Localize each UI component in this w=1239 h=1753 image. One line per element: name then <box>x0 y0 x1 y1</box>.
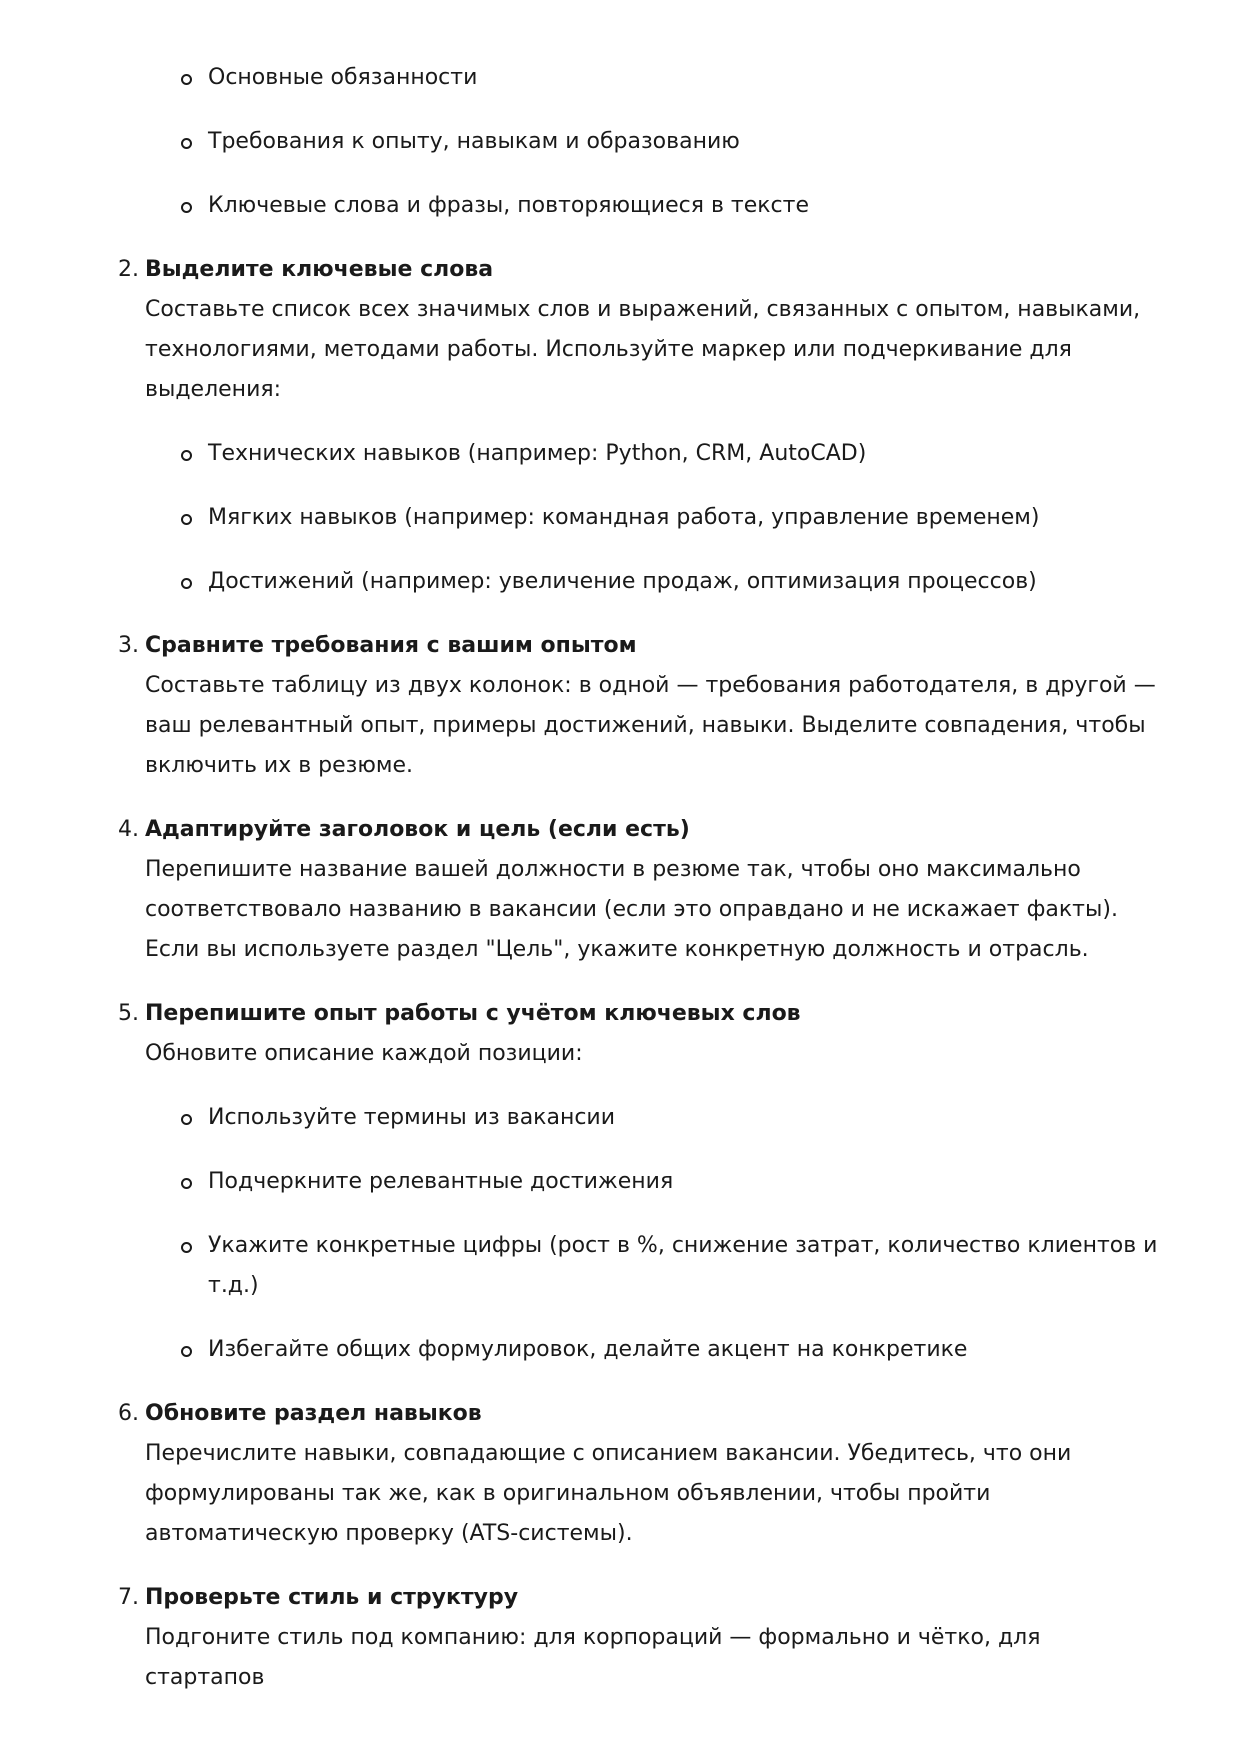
step-description: Перечислите навыки, совпадающие с описанием вакансии. Убедитесь, что они формулированы так же, как в оригинальном объявлении, чтобы пройти автоматическую проверку (ATS-системы). <box>145 1441 1072 1546</box>
step-description: Перепишите название вашей должности в резюме так, чтобы оно максимально соответствовало названию в вакансии (если это оправдано и не искажает факты). Если вы используете раздел "Цель", укажите конкретную должность и отрасль. <box>145 857 1118 962</box>
step-description: Составьте список всех значимых слов и выражений, связанных с опытом, навыками, технологиями, методами работы. Используйте маркер или подчеркивание для выделения: <box>145 297 1141 402</box>
step-title: Сравните требования с вашим опытом <box>145 633 637 658</box>
step-number: 6. <box>118 1401 139 1426</box>
step-7 <box>118 1578 1165 1698</box>
step-title: Проверьте стиль и структуру <box>145 1585 519 1610</box>
list-item: Достижений (например: увеличение продаж, оптимизация процессов) <box>208 562 1165 602</box>
step-number: 5. <box>118 1001 139 1026</box>
document-content <box>118 58 1165 1722</box>
intro-bullet-list <box>145 58 1165 226</box>
step-title: Адаптируйте заголовок и цель (если есть) <box>145 817 690 842</box>
step-number: 2. <box>118 257 139 282</box>
step-bullet-list <box>145 1098 1165 1370</box>
step-5 <box>118 994 1165 1370</box>
step-description: Подгоните стиль под компанию: для корпораций — формально и чётко, для стартапов <box>145 1625 1041 1690</box>
step-6 <box>118 1394 1165 1554</box>
step-bullet-list <box>145 434 1165 602</box>
list-item: Основные обязанности <box>208 58 1165 98</box>
step-3 <box>118 626 1165 786</box>
step-number: 7. <box>118 1585 139 1610</box>
step-number: 4. <box>118 817 139 842</box>
step-description: Составьте таблицу из двух колонок: в одной — требования работодателя, в другой — ваш релевантный опыт, примеры достижений, навыки. Выделите совпадения, чтобы включить их в резюме. <box>145 673 1156 778</box>
list-item: Технических навыков (например: Python, CRM, AutoCAD) <box>208 434 1165 474</box>
step-description: Обновите описание каждой позиции: <box>145 1041 583 1066</box>
list-item: Ключевые слова и фразы, повторяющиеся в тексте <box>208 186 1165 226</box>
step-title: Обновите раздел навыков <box>145 1401 482 1426</box>
list-item: Используйте термины из вакансии <box>208 1098 1165 1138</box>
step-title: Выделите ключевые слова <box>145 257 494 282</box>
list-item: Избегайте общих формулировок, делайте акцент на конкретике <box>208 1330 1165 1370</box>
list-item: Требования к опыту, навыкам и образованию <box>208 122 1165 162</box>
step-number: 3. <box>118 633 139 658</box>
list-item: Подчеркните релевантные достижения <box>208 1162 1165 1202</box>
step-title: Перепишите опыт работы с учётом ключевых слов <box>145 1001 801 1026</box>
list-item: Укажите конкретные цифры (рост в %, снижение затрат, количество клиентов и т.д.) <box>208 1226 1165 1306</box>
step-4 <box>118 810 1165 970</box>
step-2 <box>118 250 1165 602</box>
list-item: Мягких навыков (например: командная работа, управление временем) <box>208 498 1165 538</box>
